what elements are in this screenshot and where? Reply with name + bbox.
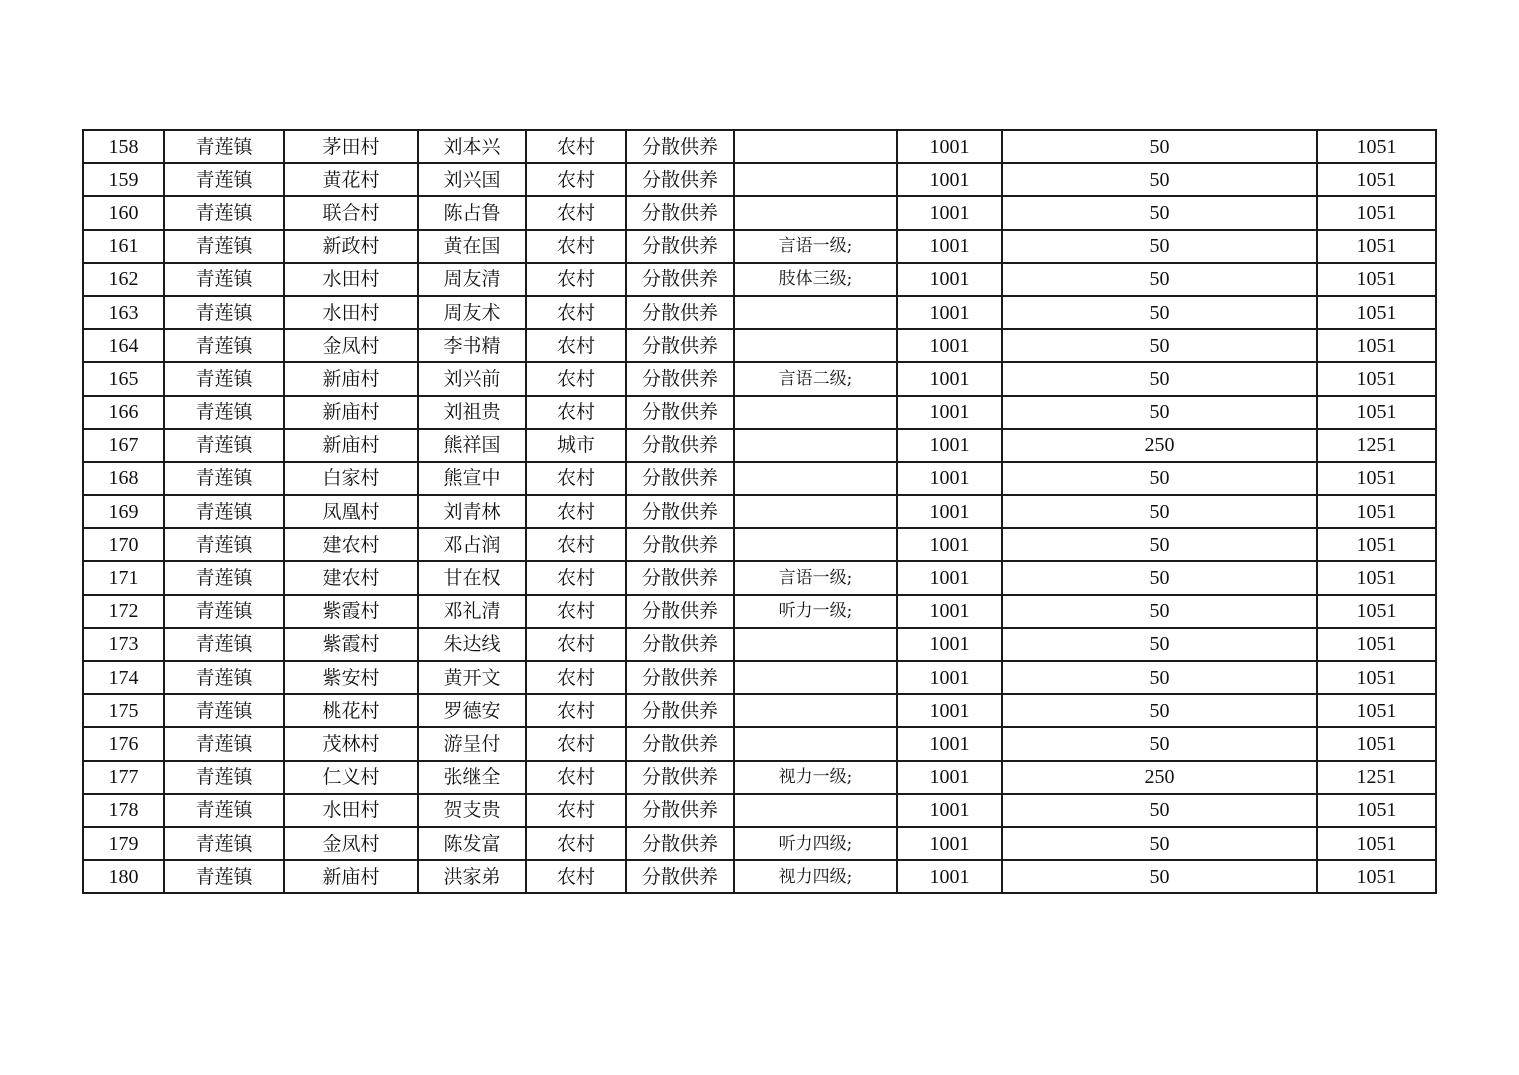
household-type-cell: 农村 bbox=[526, 694, 626, 727]
total-cell: 1051 bbox=[1317, 727, 1436, 760]
village-cell: 水田村 bbox=[284, 794, 418, 827]
serial-cell: 166 bbox=[83, 396, 164, 429]
disability-note-cell bbox=[734, 628, 897, 661]
base-amount-cell: 1001 bbox=[897, 727, 1002, 760]
town-cell: 青莲镇 bbox=[164, 860, 284, 893]
subsidy-cell: 50 bbox=[1002, 462, 1317, 495]
support-type-cell: 分散供养 bbox=[626, 727, 734, 760]
village-cell: 新庙村 bbox=[284, 860, 418, 893]
total-cell: 1051 bbox=[1317, 561, 1436, 594]
base-amount-cell: 1001 bbox=[897, 263, 1002, 296]
total-cell: 1051 bbox=[1317, 296, 1436, 329]
support-type-cell: 分散供养 bbox=[626, 860, 734, 893]
name-cell: 熊祥国 bbox=[418, 429, 526, 462]
household-type-cell: 农村 bbox=[526, 196, 626, 229]
name-cell: 周友清 bbox=[418, 263, 526, 296]
name-cell: 张继全 bbox=[418, 761, 526, 794]
disability-note-cell bbox=[734, 794, 897, 827]
disability-note-cell: 听力一级; bbox=[734, 595, 897, 628]
name-cell: 黄开文 bbox=[418, 661, 526, 694]
subsidy-cell: 50 bbox=[1002, 595, 1317, 628]
disability-note-cell bbox=[734, 661, 897, 694]
town-cell: 青莲镇 bbox=[164, 794, 284, 827]
village-cell: 新政村 bbox=[284, 230, 418, 263]
name-cell: 陈发富 bbox=[418, 827, 526, 860]
subsidy-cell: 50 bbox=[1002, 396, 1317, 429]
base-amount-cell: 1001 bbox=[897, 827, 1002, 860]
serial-cell: 180 bbox=[83, 860, 164, 893]
table-row bbox=[83, 694, 1436, 727]
town-cell: 青莲镇 bbox=[164, 296, 284, 329]
base-amount-cell: 1001 bbox=[897, 528, 1002, 561]
town-cell: 青莲镇 bbox=[164, 827, 284, 860]
town-cell: 青莲镇 bbox=[164, 163, 284, 196]
town-cell: 青莲镇 bbox=[164, 362, 284, 395]
base-amount-cell: 1001 bbox=[897, 230, 1002, 263]
serial-cell: 168 bbox=[83, 462, 164, 495]
household-type-cell: 农村 bbox=[526, 661, 626, 694]
disability-note-cell: 言语一级; bbox=[734, 561, 897, 594]
disability-note-cell: 言语一级; bbox=[734, 230, 897, 263]
village-cell: 联合村 bbox=[284, 196, 418, 229]
town-cell: 青莲镇 bbox=[164, 595, 284, 628]
disability-note-cell: 肢体三级; bbox=[734, 263, 897, 296]
support-type-cell: 分散供养 bbox=[626, 329, 734, 362]
town-cell: 青莲镇 bbox=[164, 462, 284, 495]
subsidy-cell: 250 bbox=[1002, 761, 1317, 794]
table-row bbox=[83, 130, 1436, 163]
base-amount-cell: 1001 bbox=[897, 794, 1002, 827]
support-type-cell: 分散供养 bbox=[626, 362, 734, 395]
support-type-cell: 分散供养 bbox=[626, 595, 734, 628]
table-row bbox=[83, 362, 1436, 395]
subsidy-cell: 50 bbox=[1002, 130, 1317, 163]
household-type-cell: 城市 bbox=[526, 429, 626, 462]
town-cell: 青莲镇 bbox=[164, 396, 284, 429]
table-row bbox=[83, 528, 1436, 561]
village-cell: 水田村 bbox=[284, 296, 418, 329]
total-cell: 1051 bbox=[1317, 860, 1436, 893]
support-type-cell: 分散供养 bbox=[626, 462, 734, 495]
total-cell: 1051 bbox=[1317, 628, 1436, 661]
support-type-cell: 分散供养 bbox=[626, 163, 734, 196]
subsidy-cell: 50 bbox=[1002, 794, 1317, 827]
support-type-cell: 分散供养 bbox=[626, 296, 734, 329]
serial-cell: 178 bbox=[83, 794, 164, 827]
name-cell: 邓占润 bbox=[418, 528, 526, 561]
support-type-cell: 分散供养 bbox=[626, 528, 734, 561]
base-amount-cell: 1001 bbox=[897, 761, 1002, 794]
serial-cell: 179 bbox=[83, 827, 164, 860]
table-row bbox=[83, 628, 1436, 661]
subsidy-cell: 50 bbox=[1002, 694, 1317, 727]
disability-note-cell bbox=[734, 296, 897, 329]
subsidy-cell: 50 bbox=[1002, 561, 1317, 594]
total-cell: 1051 bbox=[1317, 528, 1436, 561]
subsidy-cell: 50 bbox=[1002, 196, 1317, 229]
household-type-cell: 农村 bbox=[526, 794, 626, 827]
subsidy-cell: 50 bbox=[1002, 661, 1317, 694]
town-cell: 青莲镇 bbox=[164, 495, 284, 528]
table-row bbox=[83, 860, 1436, 893]
total-cell: 1051 bbox=[1317, 694, 1436, 727]
table-row bbox=[83, 794, 1436, 827]
subsidy-cell: 50 bbox=[1002, 362, 1317, 395]
name-cell: 朱达线 bbox=[418, 628, 526, 661]
name-cell: 邓礼清 bbox=[418, 595, 526, 628]
total-cell: 1051 bbox=[1317, 362, 1436, 395]
subsidy-cell: 50 bbox=[1002, 495, 1317, 528]
household-type-cell: 农村 bbox=[526, 396, 626, 429]
village-cell: 水田村 bbox=[284, 263, 418, 296]
village-cell: 白家村 bbox=[284, 462, 418, 495]
base-amount-cell: 1001 bbox=[897, 329, 1002, 362]
name-cell: 甘在权 bbox=[418, 561, 526, 594]
village-cell: 建农村 bbox=[284, 528, 418, 561]
name-cell: 刘青林 bbox=[418, 495, 526, 528]
table-row bbox=[83, 727, 1436, 760]
total-cell: 1251 bbox=[1317, 761, 1436, 794]
base-amount-cell: 1001 bbox=[897, 561, 1002, 594]
village-cell: 金凤村 bbox=[284, 827, 418, 860]
support-type-cell: 分散供养 bbox=[626, 396, 734, 429]
village-cell: 桃花村 bbox=[284, 694, 418, 727]
base-amount-cell: 1001 bbox=[897, 296, 1002, 329]
name-cell: 刘兴前 bbox=[418, 362, 526, 395]
household-type-cell: 农村 bbox=[526, 263, 626, 296]
support-type-cell: 分散供养 bbox=[626, 628, 734, 661]
subsidy-cell: 50 bbox=[1002, 827, 1317, 860]
disability-note-cell: 言语二级; bbox=[734, 362, 897, 395]
town-cell: 青莲镇 bbox=[164, 727, 284, 760]
total-cell: 1051 bbox=[1317, 329, 1436, 362]
name-cell: 贺支贵 bbox=[418, 794, 526, 827]
town-cell: 青莲镇 bbox=[164, 628, 284, 661]
town-cell: 青莲镇 bbox=[164, 661, 284, 694]
household-type-cell: 农村 bbox=[526, 296, 626, 329]
town-cell: 青莲镇 bbox=[164, 263, 284, 296]
disability-note-cell: 听力四级; bbox=[734, 827, 897, 860]
beneficiary-table bbox=[82, 129, 1437, 894]
serial-cell: 161 bbox=[83, 230, 164, 263]
total-cell: 1051 bbox=[1317, 495, 1436, 528]
table-row bbox=[83, 462, 1436, 495]
household-type-cell: 农村 bbox=[526, 727, 626, 760]
name-cell: 刘祖贵 bbox=[418, 396, 526, 429]
village-cell: 黄花村 bbox=[284, 163, 418, 196]
disability-note-cell bbox=[734, 130, 897, 163]
town-cell: 青莲镇 bbox=[164, 694, 284, 727]
total-cell: 1051 bbox=[1317, 263, 1436, 296]
subsidy-cell: 50 bbox=[1002, 329, 1317, 362]
table-row bbox=[83, 196, 1436, 229]
serial-cell: 169 bbox=[83, 495, 164, 528]
household-type-cell: 农村 bbox=[526, 362, 626, 395]
support-type-cell: 分散供养 bbox=[626, 761, 734, 794]
serial-cell: 162 bbox=[83, 263, 164, 296]
serial-cell: 167 bbox=[83, 429, 164, 462]
household-type-cell: 农村 bbox=[526, 495, 626, 528]
disability-note-cell: 视力四级; bbox=[734, 860, 897, 893]
serial-cell: 172 bbox=[83, 595, 164, 628]
name-cell: 李书精 bbox=[418, 329, 526, 362]
household-type-cell: 农村 bbox=[526, 761, 626, 794]
total-cell: 1051 bbox=[1317, 230, 1436, 263]
name-cell: 刘本兴 bbox=[418, 130, 526, 163]
disability-note-cell bbox=[734, 396, 897, 429]
table-body bbox=[83, 130, 1436, 893]
support-type-cell: 分散供养 bbox=[626, 661, 734, 694]
subsidy-cell: 50 bbox=[1002, 163, 1317, 196]
subsidy-cell: 50 bbox=[1002, 296, 1317, 329]
table-row bbox=[83, 329, 1436, 362]
disability-note-cell bbox=[734, 528, 897, 561]
table-row bbox=[83, 661, 1436, 694]
village-cell: 金凤村 bbox=[284, 329, 418, 362]
serial-cell: 158 bbox=[83, 130, 164, 163]
name-cell: 黄在国 bbox=[418, 230, 526, 263]
name-cell: 游呈付 bbox=[418, 727, 526, 760]
subsidy-cell: 50 bbox=[1002, 263, 1317, 296]
town-cell: 青莲镇 bbox=[164, 230, 284, 263]
village-cell: 建农村 bbox=[284, 561, 418, 594]
name-cell: 陈占鲁 bbox=[418, 196, 526, 229]
village-cell: 新庙村 bbox=[284, 362, 418, 395]
total-cell: 1051 bbox=[1317, 794, 1436, 827]
village-cell: 仁义村 bbox=[284, 761, 418, 794]
disability-note-cell bbox=[734, 694, 897, 727]
village-cell: 新庙村 bbox=[284, 396, 418, 429]
table-row bbox=[83, 296, 1436, 329]
total-cell: 1051 bbox=[1317, 130, 1436, 163]
table-row bbox=[83, 263, 1436, 296]
base-amount-cell: 1001 bbox=[897, 495, 1002, 528]
disability-note-cell bbox=[734, 429, 897, 462]
base-amount-cell: 1001 bbox=[897, 462, 1002, 495]
town-cell: 青莲镇 bbox=[164, 561, 284, 594]
household-type-cell: 农村 bbox=[526, 230, 626, 263]
serial-cell: 163 bbox=[83, 296, 164, 329]
support-type-cell: 分散供养 bbox=[626, 794, 734, 827]
serial-cell: 159 bbox=[83, 163, 164, 196]
name-cell: 刘兴国 bbox=[418, 163, 526, 196]
name-cell: 周友术 bbox=[418, 296, 526, 329]
total-cell: 1051 bbox=[1317, 396, 1436, 429]
town-cell: 青莲镇 bbox=[164, 329, 284, 362]
table-row bbox=[83, 561, 1436, 594]
village-cell: 紫霞村 bbox=[284, 628, 418, 661]
support-type-cell: 分散供养 bbox=[626, 230, 734, 263]
serial-cell: 175 bbox=[83, 694, 164, 727]
name-cell: 熊宣中 bbox=[418, 462, 526, 495]
household-type-cell: 农村 bbox=[526, 130, 626, 163]
serial-cell: 174 bbox=[83, 661, 164, 694]
village-cell: 凤凰村 bbox=[284, 495, 418, 528]
disability-note-cell bbox=[734, 495, 897, 528]
name-cell: 洪家弟 bbox=[418, 860, 526, 893]
total-cell: 1051 bbox=[1317, 595, 1436, 628]
support-type-cell: 分散供养 bbox=[626, 196, 734, 229]
name-cell: 罗德安 bbox=[418, 694, 526, 727]
disability-note-cell bbox=[734, 462, 897, 495]
disability-note-cell bbox=[734, 727, 897, 760]
base-amount-cell: 1001 bbox=[897, 694, 1002, 727]
disability-note-cell: 视力一级; bbox=[734, 761, 897, 794]
table-row bbox=[83, 595, 1436, 628]
total-cell: 1051 bbox=[1317, 661, 1436, 694]
support-type-cell: 分散供养 bbox=[626, 561, 734, 594]
support-type-cell: 分散供养 bbox=[626, 827, 734, 860]
disability-note-cell bbox=[734, 329, 897, 362]
table-row bbox=[83, 230, 1436, 263]
base-amount-cell: 1001 bbox=[897, 362, 1002, 395]
base-amount-cell: 1001 bbox=[897, 661, 1002, 694]
support-type-cell: 分散供养 bbox=[626, 694, 734, 727]
serial-cell: 173 bbox=[83, 628, 164, 661]
base-amount-cell: 1001 bbox=[897, 196, 1002, 229]
support-type-cell: 分散供养 bbox=[626, 495, 734, 528]
serial-cell: 164 bbox=[83, 329, 164, 362]
disability-note-cell bbox=[734, 196, 897, 229]
household-type-cell: 农村 bbox=[526, 827, 626, 860]
total-cell: 1051 bbox=[1317, 827, 1436, 860]
total-cell: 1051 bbox=[1317, 196, 1436, 229]
household-type-cell: 农村 bbox=[526, 163, 626, 196]
subsidy-cell: 50 bbox=[1002, 860, 1317, 893]
town-cell: 青莲镇 bbox=[164, 429, 284, 462]
total-cell: 1051 bbox=[1317, 462, 1436, 495]
base-amount-cell: 1001 bbox=[897, 130, 1002, 163]
serial-cell: 160 bbox=[83, 196, 164, 229]
household-type-cell: 农村 bbox=[526, 561, 626, 594]
town-cell: 青莲镇 bbox=[164, 761, 284, 794]
table-row bbox=[83, 396, 1436, 429]
base-amount-cell: 1001 bbox=[897, 628, 1002, 661]
village-cell: 紫安村 bbox=[284, 661, 418, 694]
table-row bbox=[83, 429, 1436, 462]
town-cell: 青莲镇 bbox=[164, 130, 284, 163]
table-row bbox=[83, 761, 1436, 794]
table-row bbox=[83, 163, 1436, 196]
total-cell: 1051 bbox=[1317, 163, 1436, 196]
serial-cell: 165 bbox=[83, 362, 164, 395]
serial-cell: 176 bbox=[83, 727, 164, 760]
disability-note-cell bbox=[734, 163, 897, 196]
household-type-cell: 农村 bbox=[526, 528, 626, 561]
household-type-cell: 农村 bbox=[526, 595, 626, 628]
household-type-cell: 农村 bbox=[526, 462, 626, 495]
household-type-cell: 农村 bbox=[526, 329, 626, 362]
table-row bbox=[83, 495, 1436, 528]
town-cell: 青莲镇 bbox=[164, 196, 284, 229]
subsidy-cell: 50 bbox=[1002, 528, 1317, 561]
support-type-cell: 分散供养 bbox=[626, 130, 734, 163]
serial-cell: 170 bbox=[83, 528, 164, 561]
town-cell: 青莲镇 bbox=[164, 528, 284, 561]
support-type-cell: 分散供养 bbox=[626, 429, 734, 462]
household-type-cell: 农村 bbox=[526, 628, 626, 661]
serial-cell: 177 bbox=[83, 761, 164, 794]
household-type-cell: 农村 bbox=[526, 860, 626, 893]
village-cell: 新庙村 bbox=[284, 429, 418, 462]
base-amount-cell: 1001 bbox=[897, 163, 1002, 196]
base-amount-cell: 1001 bbox=[897, 396, 1002, 429]
total-cell: 1251 bbox=[1317, 429, 1436, 462]
serial-cell: 171 bbox=[83, 561, 164, 594]
village-cell: 茅田村 bbox=[284, 130, 418, 163]
subsidy-cell: 50 bbox=[1002, 628, 1317, 661]
support-type-cell: 分散供养 bbox=[626, 263, 734, 296]
base-amount-cell: 1001 bbox=[897, 860, 1002, 893]
subsidy-cell: 50 bbox=[1002, 230, 1317, 263]
base-amount-cell: 1001 bbox=[897, 595, 1002, 628]
table-row bbox=[83, 827, 1436, 860]
subsidy-cell: 50 bbox=[1002, 727, 1317, 760]
base-amount-cell: 1001 bbox=[897, 429, 1002, 462]
village-cell: 紫霞村 bbox=[284, 595, 418, 628]
village-cell: 茂林村 bbox=[284, 727, 418, 760]
subsidy-cell: 250 bbox=[1002, 429, 1317, 462]
